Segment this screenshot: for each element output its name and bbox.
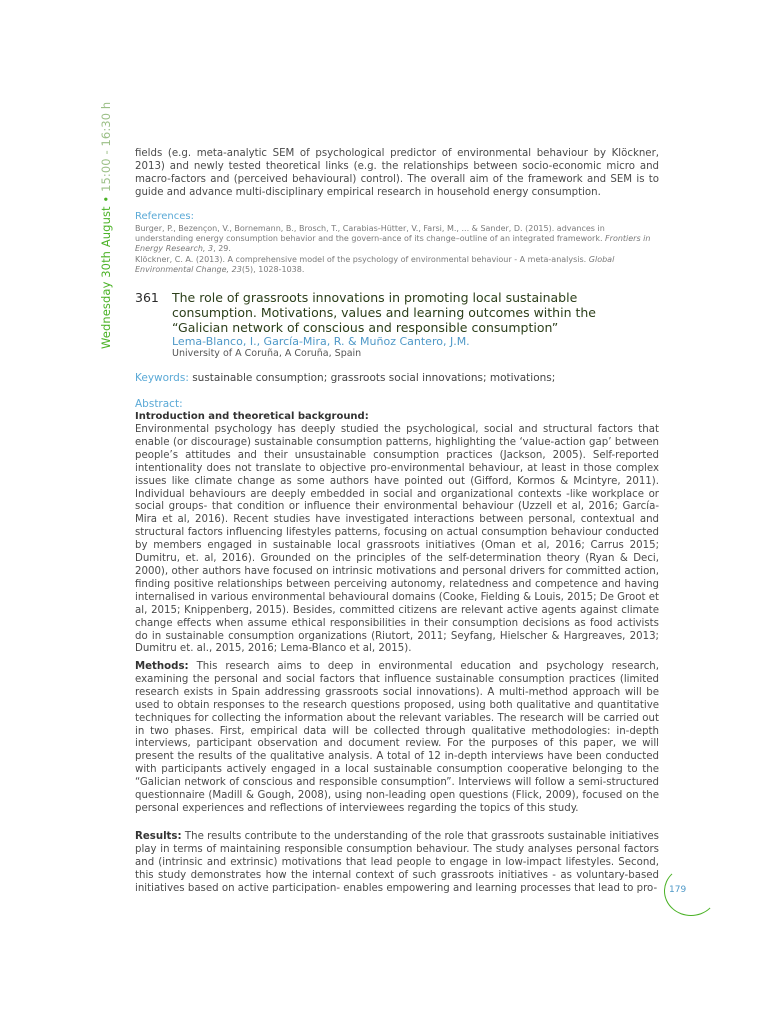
references-heading: References:	[135, 211, 194, 222]
intro-paragraph: Environmental psychology has deeply studied the psychological, social and structural factors that enable (or discourage) sustainable consumption patterns, highlighting the ‘value-action gap’ between people’s attitudes and their unsustainable consumption practices (Jackson, 2005). Self-reported intentionality does not translate to objective pro-environmental behaviour, at least in those complex issues like climate change as some authors have pointed out (Gifford, Kormos & Mcintyre, 2011). Individual behaviours are deeply embedded in social and organizational contexts -like workplace or social groups- that condition or influence their environmental behaviour (Uzzell et al, 2016; García-Mira et al, 2016). Recent studies have investigated interactions between personal, contextual and structural factors influencing lifestyles patterns, focusing on actual consumption behaviour conducted by members engaged in sustainable local grassroots initiatives (Oman et al, 2016; Carrus 2015; Dumitru, et. al, 2016). Grounded on the principles of the self-determination theory (Ryan & Deci, 2000), other authors have focused on intrinsic motivations and personal drivers for committed action, finding positive relationships between perceiving autonomy, relatedness and competence and having internalised in various environmental behavioural domains (Cooke, Fielding & Louis, 2015; De Groot et al, 2015; Knippenberg, 2015). Besides, committed citizens are relevant active agents against climate change effects when assume ethical responsibilities in their consumption decisions as food activists do in sustainable consumption organizations (Riutort, 2011; Seyfang, Hielscher & Hargreaves, 2013; Dumitru et. al., 2015, 2016; Lema-Blanco et al, 2015).	[135, 424, 659, 655]
abstract-authors: Lema-Blanco, I., García-Mira, R. & Muñoz Cantero, J.M.	[172, 335, 470, 348]
reference-item: Klöckner, C. A. (2013). A comprehensive model of the psychology of environmental behaviour - A meta-analysis. Global Environmental Change, 23(5), 1028-1038.	[135, 255, 615, 274]
previous-abstract-paragraph: fields (e.g. meta-analytic SEM of psychological predictor of environmental behaviour by Klöckner, 2013) and newly tested theoretical links (e.g. the relationships between socio-economic micro and macro-factors and (perceived behavioural) control). The overall aim of the framework and SEM is to guide and advance multi-disciplinary empirical research in household energy consumption.	[135, 148, 659, 198]
abstract-affiliation: University of A Coruña, A Coruña, Spain	[172, 348, 362, 359]
references-list	[135, 224, 659, 276]
keywords-line	[135, 372, 555, 384]
abstract-label: Abstract:	[135, 398, 183, 410]
session-day: Wednesday 30th August	[99, 206, 113, 349]
abstract-number: 361	[135, 290, 159, 305]
session-side-label	[99, 102, 113, 349]
reference-item: Burger, P., Bezençon, V., Bornemann, B., Brosch, T., Carabias-Hütter, V., Farsi, M., ... & Sander, D. (2015). advances in understanding energy consumption behavior and the govern-ance of its change–outline of an integrated framework. Frontiers in Energy Research, 3, 29.	[135, 224, 651, 253]
page-number: 179	[669, 885, 687, 895]
intro-heading: Introduction and theoretical background:	[135, 411, 369, 422]
results-label: Results:	[135, 831, 182, 842]
abstract-title: The role of grassroots innovations in promoting local sustainable consumption. Motivations, values and learning outcomes within the “Galician network of conscious and responsible consumption”	[172, 290, 596, 335]
keywords-label: Keywords:	[135, 372, 189, 384]
methods-paragraph: Methods: This research aims to deep in environmental education and psychology research, examining the personal and social factors that influence sustainable consumption practices (limited research exists in Spain addressing grassroots social innovations). A multi-method approach will be used to obtain responses to the research questions proposed, using both qualitative and quantitative techniques for collecting the information about the relevant variables. The research will be carried out in two phases. First, empirical data will be collected through qualitative methodologies: in-depth interviews, participant observation and document review. For the purposes of this paper, we will present the results of the qualitative analysis. A total of 12 in-depth interviews have been conducted with participants actively engaged in a local sustainable consumption cooperative belonging to the “Galician network of conscious and responsible consumption”. Interviews will follow a semi-structured questionnaire (Madill & Gough, 2008), using non-leading open questions (Flick, 2009), focused on the personal experiences and reflections of interviewees regarding the topics of this study.	[135, 661, 659, 814]
session-separator: •	[99, 191, 113, 207]
keywords-text: sustainable consumption; grassroots social innovations; motivations;	[188, 372, 556, 384]
methods-label: Methods:	[135, 661, 189, 672]
session-time: 15:00 - 16:30 h	[99, 101, 113, 192]
results-paragraph: Results: The results contribute to the understanding of the role that grassroots sustainable initiatives play in terms of maintaining responsible consumption behaviour. The study analyses personal factors and (intrinsic and extrinsic) motivations that lead people to engage in low-impact lifestyles. Second, this study demonstrates how the internal context of such grassroots initiatives - as voluntary-based initiatives based on active participation- enables empowering and learning processes that lead to pro-	[135, 831, 659, 894]
